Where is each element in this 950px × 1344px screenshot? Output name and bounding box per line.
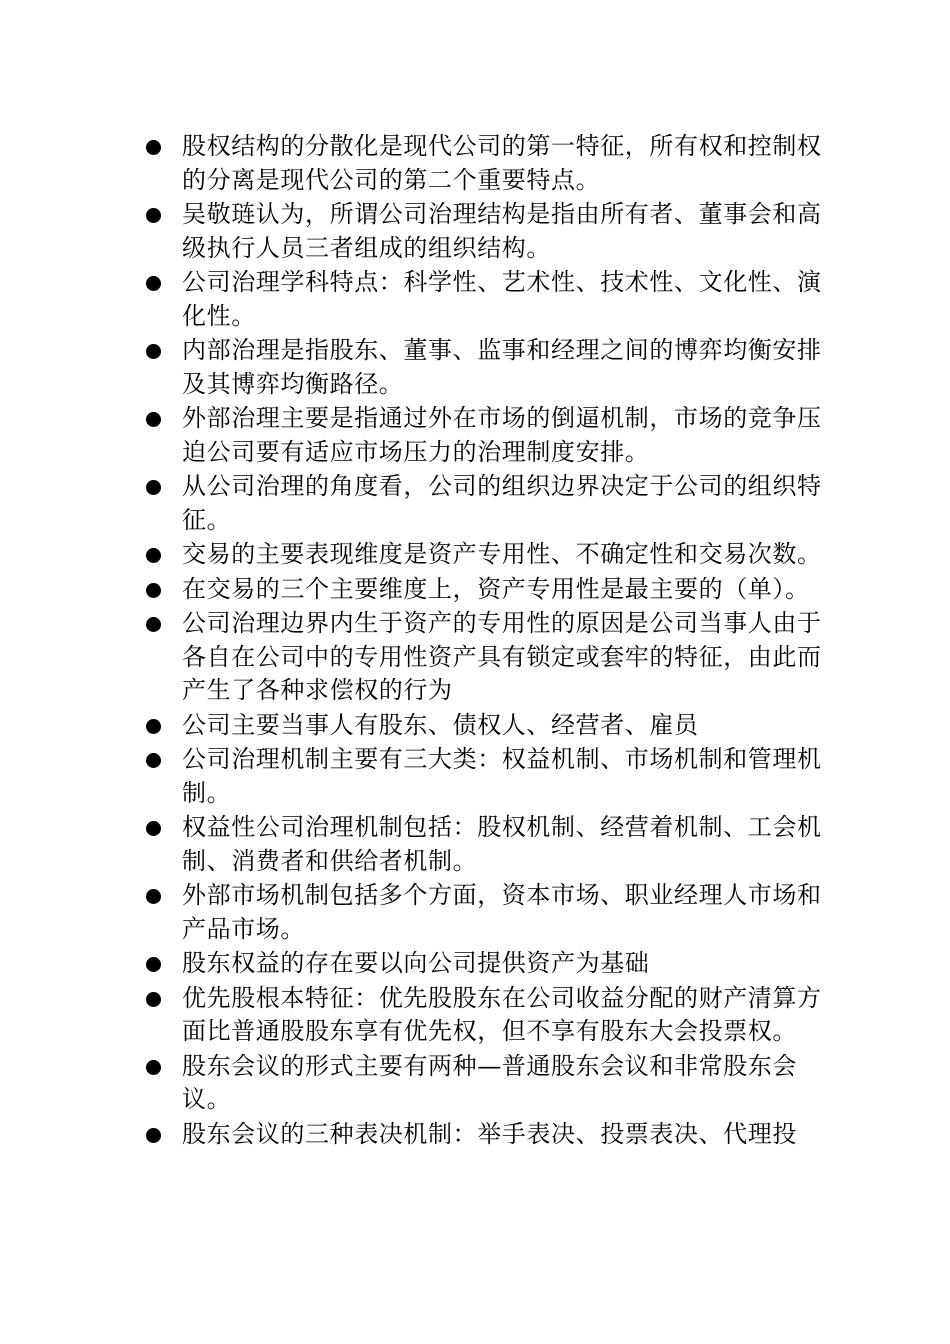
list-item [146,1050,826,1117]
list-item [146,130,826,197]
list-item-text: 优先股根本特征：优先股股东在公司收益分配的财产清算方面比普通股股东享有优先权，但不享有股东大会投票权。 [182,983,822,1045]
list-item-text: 吴敬琏认为，所谓公司治理结构是指由所有者、董事会和高级执行人员三者组成的组织结构。 [182,200,822,262]
bullet-icon [146,719,161,734]
bullet-list [146,130,826,1152]
list-item [146,982,826,1049]
list-item [146,811,826,878]
list-item-text: 股东会议的三种表决机制：举手表决、投票表决、代理投 [182,1119,797,1148]
list-item-text: 外部市场机制包括多个方面，资本市场、职业经理人市场和产品市场。 [182,881,822,943]
list-item [146,402,826,469]
list-item-text: 从公司治理的角度看，公司的组织边界决定于公司的组织特征。 [182,472,822,534]
list-item-text: 公司治理学科特点：科学性、艺术性、技术性、文化性、演化性。 [182,268,822,330]
list-item-text: 在交易的三个主要维度上，资产专用性是最主要的（单）。 [182,574,810,603]
bullet-icon [146,583,161,598]
list-item [146,538,826,572]
bullet-icon [146,1128,161,1143]
list-item-text: 公司治理边界内生于资产的专用性的原因是公司当事人由于各自在公司中的专用性资产具有锁定或套牢的特征，由此而产生了各种求偿权的行为 [182,609,822,704]
list-item-text: 股权结构的分散化是现代公司的第一特征，所有权和控制权的分离是现代公司的第二个重要特点。 [182,132,822,194]
bullet-icon [146,344,161,359]
bullet-icon [146,753,161,768]
list-item [146,743,826,810]
bullet-icon [146,480,161,495]
list-item-text: 交易的主要表现维度是资产专用性、不确定性和交易次数。 [182,540,822,568]
list-item-text: 外部治理主要是指通过外在市场的倒逼机制，市场的竞争压迫公司要有适应市场压力的治理制度安排。 [182,404,822,466]
bullet-icon [146,821,161,836]
bullet-icon [146,412,161,427]
list-item [146,1118,826,1152]
list-item [146,709,826,743]
list-item-text: 股东权益的存在要以向公司提供资产为基础 [182,949,650,977]
bullet-icon [146,276,161,291]
bullet-icon [146,140,161,155]
list-item-text: 内部治理是指股东、董事、监事和经理之间的博弈均衡安排及其博弈均衡路径。 [182,336,822,398]
list-item-text: 公司主要当事人有股东、债权人、经营者、雇员 [182,710,699,739]
list-item [146,947,826,981]
list-item [146,334,826,401]
bullet-icon [146,1060,161,1075]
bullet-icon [146,889,161,904]
bullet-icon [146,957,161,972]
list-item [146,573,826,607]
bullet-icon [146,617,161,632]
list-item-text: 权益性公司治理机制包括：股权机制、经营着机制、工会机制、消费者和供给者机制。 [182,813,822,875]
list-item [146,470,826,537]
bullet-icon [146,208,161,223]
bullet-icon [146,548,161,563]
list-item-text: 公司治理机制主要有三大类：权益机制、市场机制和管理机制。 [182,745,822,807]
bullet-icon [146,992,161,1007]
list-item-text: 股东会议的形式主要有两种—普通股东会议和非常股东会议。 [182,1051,797,1113]
list-item [146,879,826,946]
list-item [146,266,826,333]
list-item [146,607,826,708]
list-item [146,198,826,265]
